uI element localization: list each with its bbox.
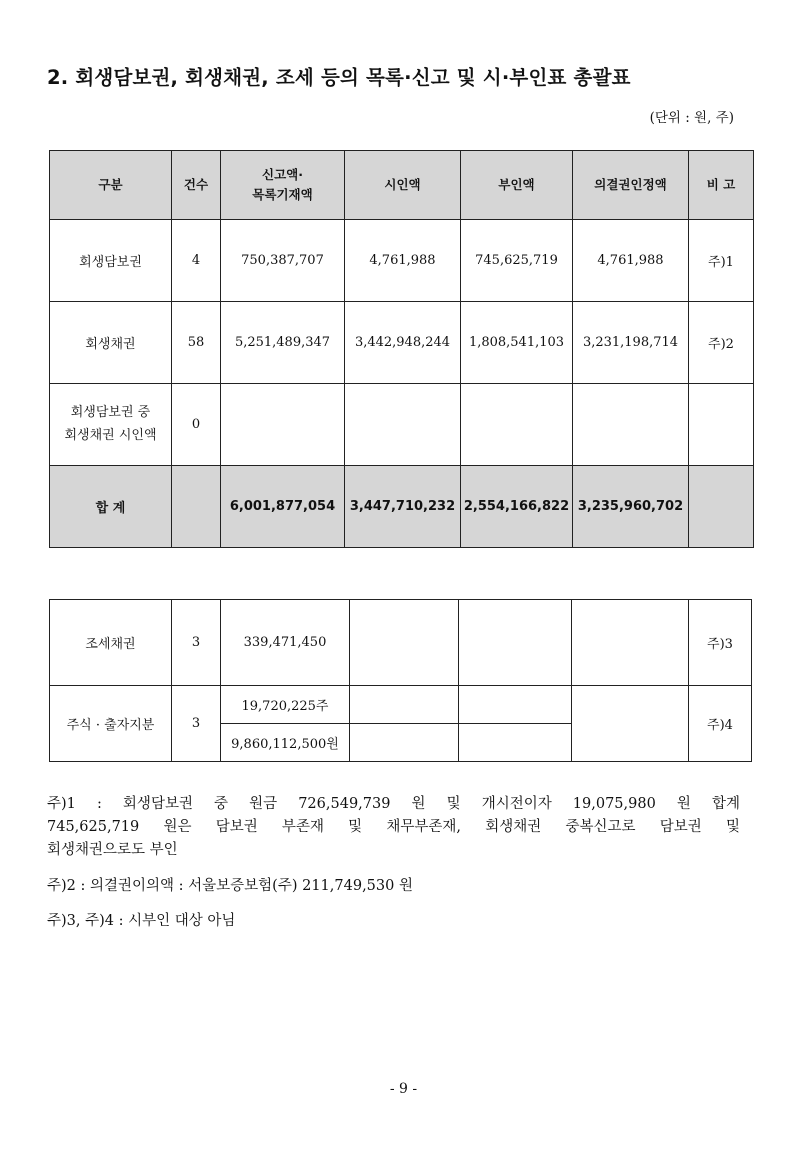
header-category: 구분	[50, 151, 172, 220]
table-row	[50, 600, 752, 686]
cell-count: 58	[172, 302, 221, 384]
equity-shares: 19,720,225주	[221, 686, 350, 724]
note-1-line-1: 주)1 : 회생담보권 중 원금 726,549,739 원 및 개시전이자 19,075,980 원 합계	[47, 796, 740, 812]
equity-admitted-amount	[350, 724, 459, 762]
table-row	[50, 384, 754, 466]
header-count: 건수	[172, 151, 221, 220]
tax-admitted	[350, 600, 459, 686]
table-row	[50, 220, 754, 302]
claims-summary-table	[49, 150, 754, 548]
header-claimed	[221, 151, 345, 220]
tax-denied	[459, 600, 572, 686]
total-remarks	[689, 466, 754, 548]
equity-count: 3	[172, 686, 221, 762]
cell-admitted: 3,442,948,244	[345, 302, 461, 384]
cell-claimed: 750,387,707	[221, 220, 345, 302]
note-1-line-3: 회생채권으로도 부인	[47, 842, 178, 859]
page-number: - 9 -	[389, 1081, 418, 1097]
cell-admitted	[345, 384, 461, 466]
tax-claimed: 339,471,450	[221, 600, 350, 686]
header-denied: 부인액	[461, 151, 573, 220]
page-title: 2. 회생담보권, 회생채권, 조세 등의 목록·신고 및 시·부인표 총괄표	[47, 66, 631, 89]
tax-remarks: 주)3	[689, 600, 752, 686]
cell-category: 회생채권	[50, 302, 172, 384]
header-admitted: 시인액	[345, 151, 461, 220]
table-header-row	[50, 151, 754, 220]
cell-remarks	[689, 384, 754, 466]
cell-remarks: 주)2	[689, 302, 754, 384]
cell-denied	[461, 384, 573, 466]
equity-remarks: 주)4	[689, 686, 752, 762]
tax-equity-table	[49, 599, 752, 762]
cell-category-line1: 회생담보권 중	[70, 404, 151, 420]
cell-admitted: 4,761,988	[345, 220, 461, 302]
total-admitted: 3,447,710,232	[345, 466, 461, 548]
total-voting: 3,235,960,702	[573, 466, 689, 548]
cell-count: 0	[172, 384, 221, 466]
cell-category-line2: 회생채권 시인액	[64, 427, 157, 443]
header-claimed-line1: 신고액·	[262, 167, 303, 182]
cell-claimed: 5,251,489,347	[221, 302, 345, 384]
note-1-line-2: 745,625,719 원은 담보권 부존재 및 채무부존재, 회생채권 중복신고로 담보권 및	[47, 819, 740, 836]
note-2: 주)2 : 의결권이의액 : 서울보증보험(주) 211,749,530 원	[47, 877, 413, 894]
equity-denied-amount	[459, 724, 572, 762]
total-row	[50, 466, 754, 548]
equity-admitted-shares	[350, 686, 459, 724]
cell-voting: 4,761,988	[573, 220, 689, 302]
unit-label: (단위 : 원, 주)	[649, 110, 734, 126]
tax-category: 조세채권	[50, 600, 172, 686]
footnotes	[47, 793, 740, 945]
cell-category: 회생담보권	[50, 220, 172, 302]
table-row	[50, 686, 752, 724]
total-denied: 2,554,166,822	[461, 466, 573, 548]
equity-amount: 9,860,112,500원	[221, 724, 350, 762]
cell-remarks: 주)1	[689, 220, 754, 302]
table-row	[50, 302, 754, 384]
equity-voting	[572, 686, 689, 762]
cell-count: 4	[172, 220, 221, 302]
equity-denied-shares	[459, 686, 572, 724]
equity-category: 주식 · 출자지분	[50, 686, 172, 762]
tax-count: 3	[172, 600, 221, 686]
header-remarks: 비 고	[689, 151, 754, 220]
total-label: 합 계	[50, 466, 172, 548]
cell-category	[50, 384, 172, 466]
tax-voting	[572, 600, 689, 686]
total-count	[172, 466, 221, 548]
cell-denied: 1,808,541,103	[461, 302, 573, 384]
cell-voting: 3,231,198,714	[573, 302, 689, 384]
cell-denied: 745,625,719	[461, 220, 573, 302]
total-claimed: 6,001,877,054	[221, 466, 345, 548]
note-3: 주)3, 주)4 : 시부인 대상 아님	[47, 912, 236, 929]
cell-voting	[573, 384, 689, 466]
cell-claimed	[221, 384, 345, 466]
header-claimed-line2: 목록기재액	[252, 187, 313, 202]
header-voting: 의결권인정액	[573, 151, 689, 220]
